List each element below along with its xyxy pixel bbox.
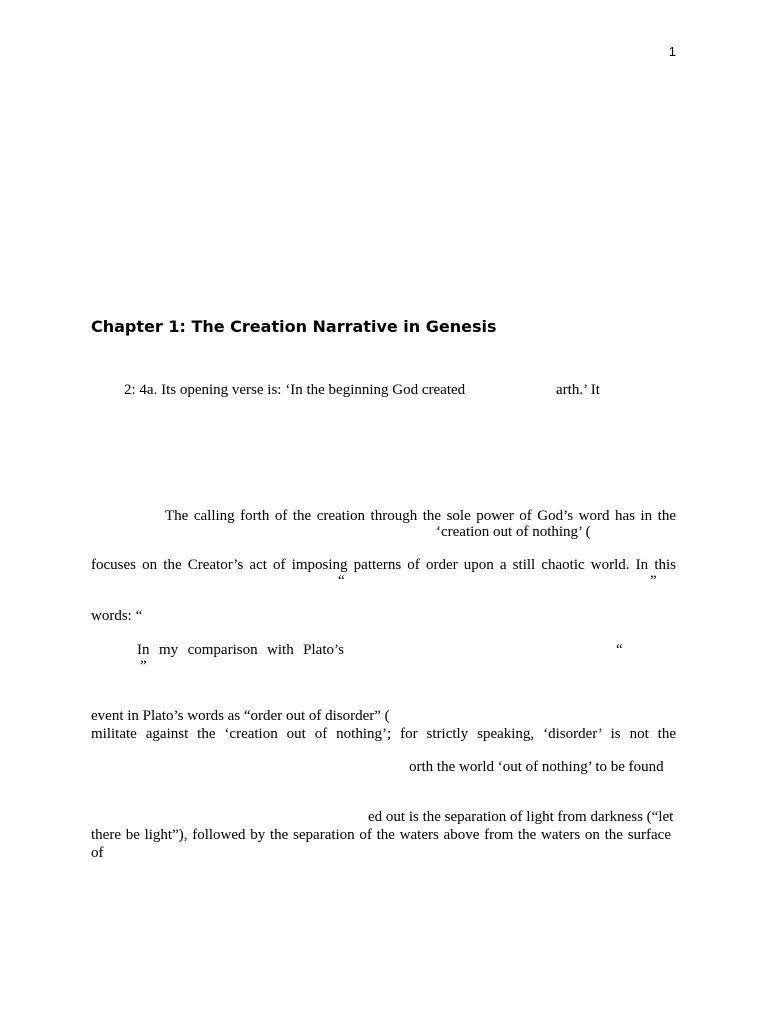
- text-line: words: “: [91, 608, 143, 624]
- quote-mark: ”: [650, 573, 657, 589]
- text-line: ed out is the separation of light from darkness (“let: [368, 809, 674, 825]
- quote-mark: “: [616, 642, 623, 658]
- text-line: militate against the ‘creation out of nothing’; for strictly speaking, ‘disorder’ is not the: [91, 726, 676, 742]
- quote-mark: “: [338, 573, 345, 589]
- text-line: ‘creation out of nothing’ (: [436, 524, 591, 540]
- quote-mark: ”: [140, 658, 147, 674]
- text-line: The calling forth of the creation through the sole power of God’s word has in the: [165, 508, 676, 524]
- text-line: In my comparison with Plato’s: [137, 642, 344, 658]
- chapter-heading: Chapter 1: The Creation Narrative in Genesis: [91, 317, 497, 336]
- text-line: orth the world ‘out of nothing’ to be found: [409, 759, 664, 775]
- text-line: event in Plato’s words as “order out of disorder” (: [91, 708, 390, 724]
- text-line: 2: 4a. Its opening verse is: ‘In the beginning God created: [124, 382, 466, 398]
- page-number: 1: [668, 44, 676, 59]
- text-line: there be light”), followed by the separation of the waters above from the waters on the surface of: [91, 827, 671, 861]
- text-line: arth.’ It: [556, 382, 600, 398]
- text-line: focuses on the Creator’s act of imposing patterns of order upon a still chaotic world. In this: [91, 557, 676, 573]
